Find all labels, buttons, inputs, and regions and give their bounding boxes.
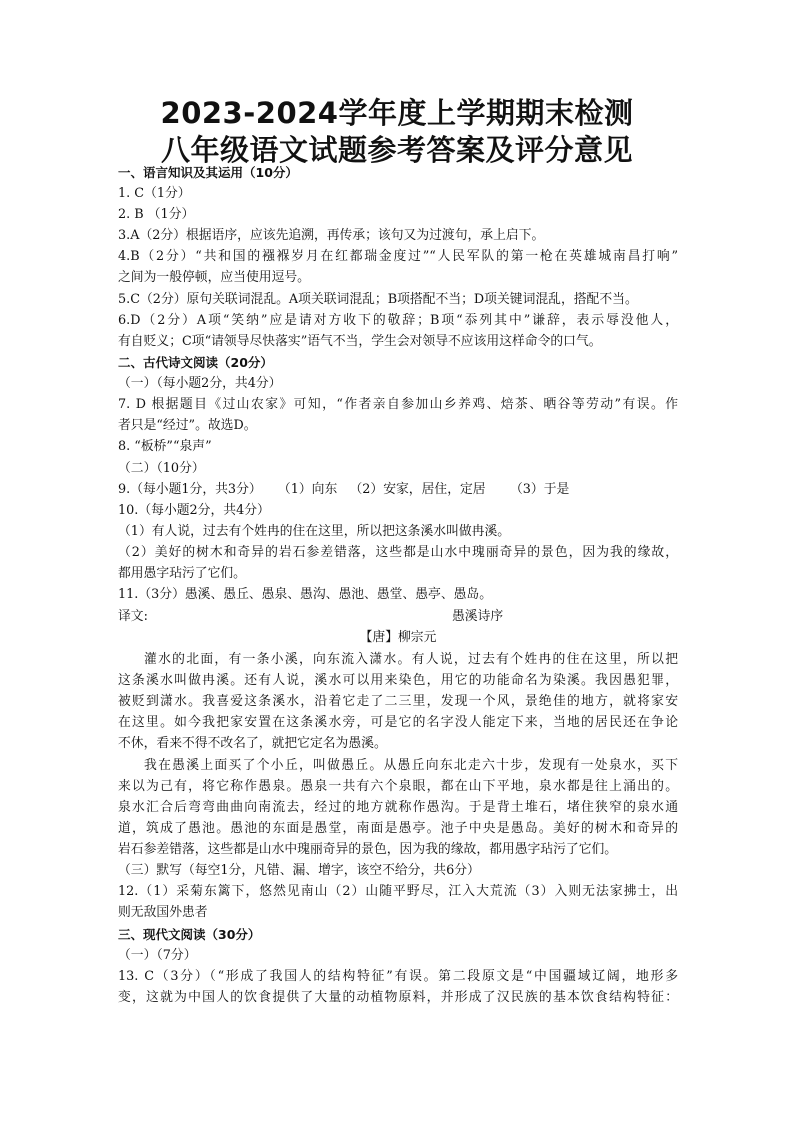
translation-paragraph-line: 这条溪水叫做冉溪。还有人说，溪水可以用来染色，用它的功能命名为染溪。我因愚犯罪，	[118, 673, 678, 688]
answer-line: 4.B（2分）“共和国的襁褓岁月在红都瑞金度过”“人民军队的第一枪在英雄城南昌打响”	[118, 249, 678, 264]
section-heading-language: 一、语言知识及其运用（10分）	[118, 165, 298, 180]
translation-paragraph-line: 岩石参差错落，这些都是山水中瑰丽奇异的景色，因为我的缘故，都用愚字玷污了它们。	[118, 842, 618, 857]
subsection-heading: （三）默写（每空1分，凡错、漏、增字，该空不给分，共6分）	[118, 863, 480, 878]
translation-author: 【唐】柳宗元	[359, 630, 437, 645]
answer-line: （2）美好的树木和奇异的岩石参差错落，这些都是山水中瑰丽奇异的景色，因为我的缘故，	[118, 545, 678, 560]
answer-line: 之间为一般停顿，应当使用逗号。	[118, 270, 310, 285]
translation-paragraph-line: 泉水汇合后弯弯曲曲向南流去，经过的地方就称作愚沟。于是背土堆石，堵住狭窄的泉水通	[118, 800, 678, 815]
answer-line: 7. D 根据题目《过山农家》可知，“作者亲自参加山乡养鸡、焙茶、晒谷等劳动”有误。作	[118, 397, 678, 412]
translation-paragraph-line: 灌水的北面，有一条小溪，向东流入潇水。有人说，过去有个姓冉的住在这里，所以把	[144, 652, 678, 667]
translation-paragraph-line: 在这里。如今我把家安置在这条溪水旁，可是它的名字没人能定下来，当地的居民还在争论	[118, 715, 678, 730]
answer-line: 都用愚字玷污了它们。	[118, 566, 246, 581]
translation-title: 愚溪诗序	[452, 609, 504, 624]
answer-line: 变，这就为中国人的饮食提供了大量的动植物原料，并形成了汉民族的基本饮食结构特征：	[118, 990, 678, 1005]
answer-line: 3.A（2分）根据语序，应该先追溯，再传承；该句又为过渡句，承上启下。	[118, 228, 545, 243]
translation-paragraph-line: 来以为己有，将它称作愚泉。愚泉一共有六个泉眼，都在山下平地，泉水都是往上涌出的。	[118, 779, 678, 794]
subsection-heading: （一）（7分）	[118, 948, 197, 963]
answer-line: 8. “板桥”“泉声”	[118, 439, 212, 454]
subsection-heading: （二）（10分）	[118, 461, 205, 476]
section-heading-classical: 二、古代诗文阅读（20分）	[118, 355, 273, 370]
section-heading-modern: 三、现代文阅读（30分）	[118, 927, 261, 942]
document-title: 2023-2024学年度上学期期末检测	[160, 96, 634, 130]
answer-line: 6.D（2分）A项“笑纳”应是请对方收下的敬辞；B项“忝列其中”谦辞，表示辱没他人，	[118, 313, 678, 328]
document-subtitle: 八年级语文试题参考答案及评分意见	[160, 133, 633, 167]
answer-line: 13. C（3分）（“形成了我国人的结构特征”有误。第二段原文是“中国疆域辽阔，地形多	[118, 969, 678, 984]
answer-line: 则无敌国外患者	[118, 905, 208, 920]
translation-paragraph-line: 我在愚溪上面买了个小丘，叫做愚丘。从愚丘向东北走六十步，发现有一处泉水，买下	[144, 758, 678, 773]
translation-paragraph-line: 被贬到潇水。我喜爱这条溪水，沿着它走了二三里，发现一个风，景绝佳的地方，就将家安	[118, 694, 678, 709]
subsection-heading: （一）（每小题2分，共4分）	[118, 376, 282, 391]
answer-line: 1. C（1分）	[118, 186, 191, 201]
translation-paragraph-line: 道，筑成了愚池。愚池的东面是愚堂，南面是愚亭。池子中央是愚岛。美好的树木和奇异的	[118, 821, 678, 836]
answer-line: 12.（1）采菊东篱下，悠然见南山（2）山随平野尽，江入大荒流（3）入则无法家拂士，出	[118, 884, 678, 899]
answer-line: 9.（每小题1分，共3分） （1）向东 （2）安家，居住，定居 （3）于是	[118, 482, 570, 497]
answer-line: 10.（每小题2分，共4分）	[118, 503, 270, 518]
answer-line: 有自贬义；C项“请领导尽快落实”语气不当，学生会对领导不应该用这样命令的口气。	[118, 334, 602, 349]
translation-paragraph-line: 不休，看来不得不改名了，就把它定名为愚溪。	[118, 736, 387, 751]
answer-line: （1）有人说，过去有个姓冉的住在这里，所以把这条溪水叫做冉溪。	[118, 524, 511, 539]
answer-line: 2. B （1分）	[118, 207, 195, 222]
translation-label: 译文:	[118, 609, 148, 624]
answer-line: 5.C（2分）原句关联词混乱。A项关联词混乱；B项搭配不当；D项关键词混乱，搭配不当。	[118, 292, 638, 307]
answer-line: 者只是“经过”。故选D。	[118, 418, 257, 433]
answer-line: 11.（3分）愚溪、愚丘、愚泉、愚沟、愚池、愚堂、愚亭、愚岛。	[118, 587, 493, 602]
